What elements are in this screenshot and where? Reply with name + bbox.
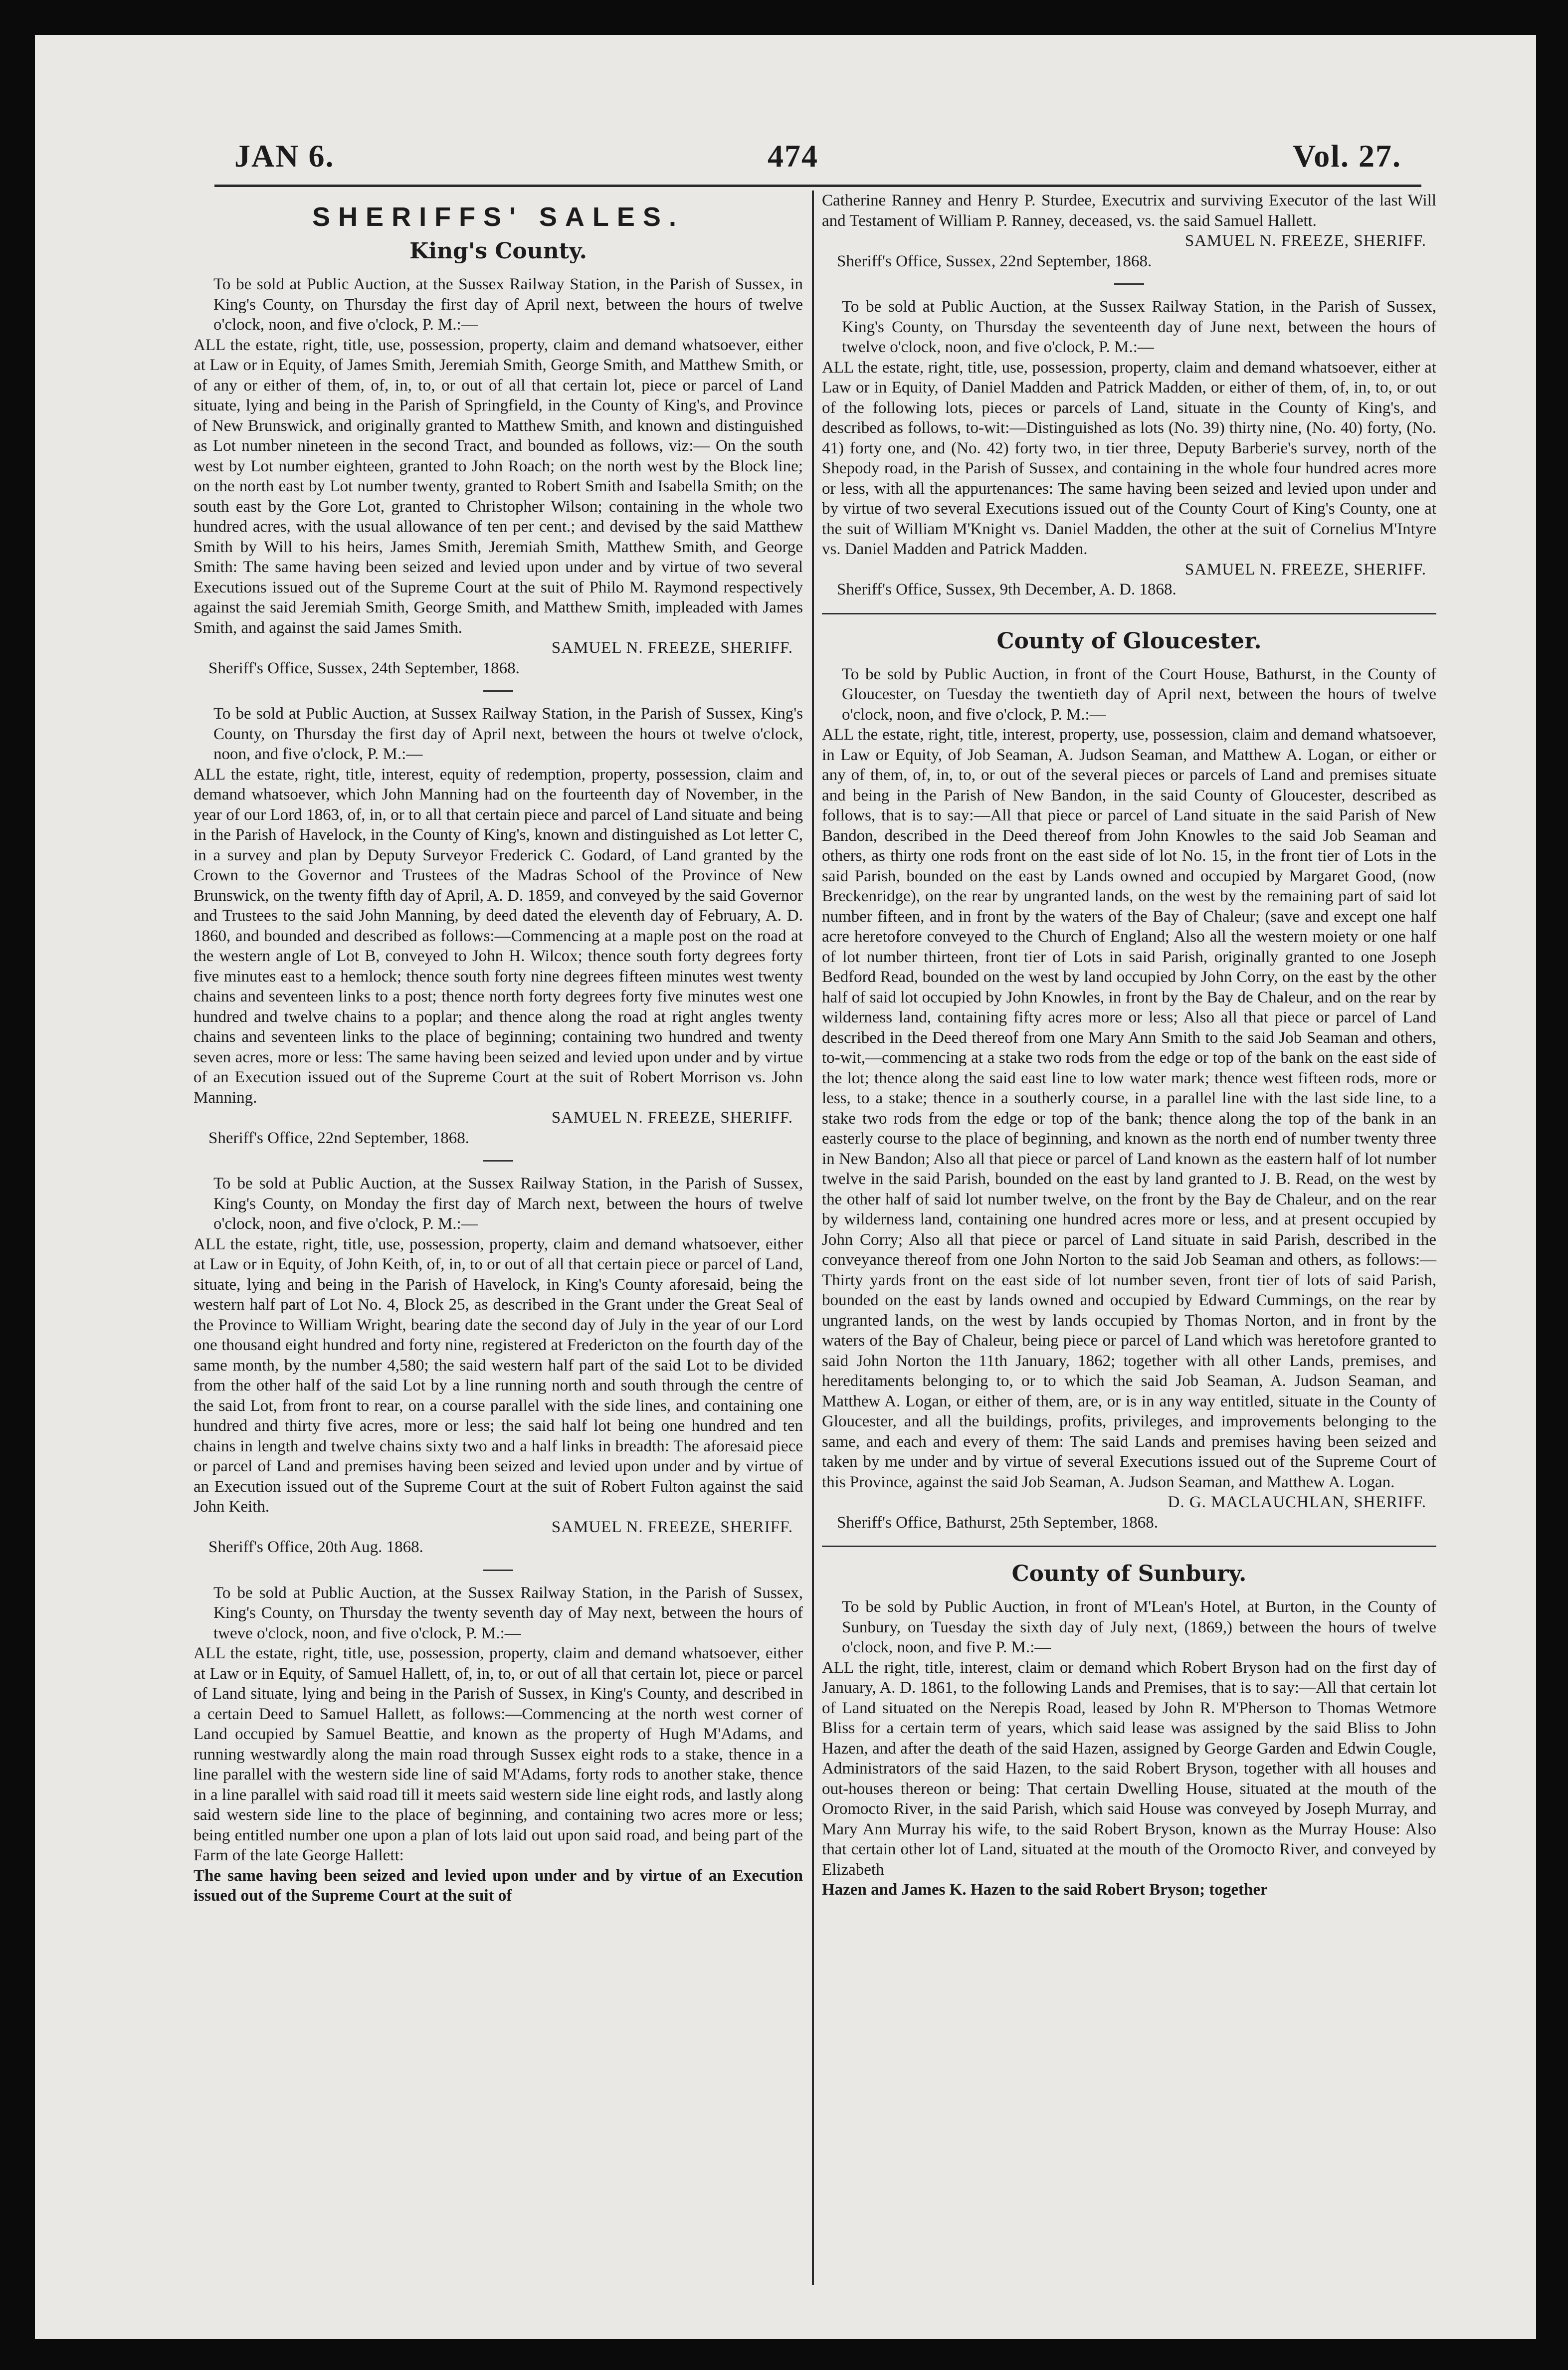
sheriff-office-line: Sheriff's Office, 20th Aug. 1868. — [208, 1538, 423, 1556]
notice-intro: To be sold at Public Auction, at the Sussex Railway Station, in the Parish of Sussex, King's County, on Thursday the seventeenth day of June next, between the hours of twelve o'clock, noon, and five o'clock, P. M.:— — [842, 298, 1436, 356]
sheriff-office-line: Sheriff's Office, Sussex, 22nd September, 1868. — [837, 252, 1152, 270]
notice-body: ALL the estate, right, title, use, possession, property, claim and demand whatsoever, either at Law or in Equity, of James Smith, Jeremiah Smith, George Smith, and Matthew Smith, or of any or either of them, of, in, to, or out of all that certain lot, piece or parcel of Land situate, lying and being in the Parish of Springfield, in the County of King's, and Province of New Brunswick, and originally granted to Matthew Smith, and known and distinguished as Lot number nineteen in the second Tract, and bounded as follows, viz:— On the south west by Lot number eighteen, granted to John Roach; on the north west by the Block line; on the north east by Lot number twenty, granted to Robert Smith and Isabella Smith; on the south east by the Gore Lot, granted to Christopher Wilson; containing in the whole two hundred acres, with the usual allowance of ten per cent.; and devised by the said Matthew Smith by Will to his heirs, James Smith, Jeremiah Smith, Matthew Smith, and George Smith: The same having been seized and levied upon under and by virtue of two several Executions issued out of the Supreme Court at the suit of Philo M. Raymond respectively against the said Jeremiah Smith, George Smith, and Matthew Smith, impleaded with James Smith, and against the said James Smith. — [194, 336, 803, 637]
sheriff-office-line: Sheriff's Office, Sussex, 24th September, 1868. — [208, 659, 520, 677]
notice-intro: To be sold at Public Auction, at Sussex Railway Station, in the Parish of Sussex, King's County, on Thursday the first day of April next, between the hours ot twelve o'clock, noon, and five o'clock, P. M.:— — [213, 705, 803, 763]
sheriff-office-line: Sheriff's Office, 22nd September, 1868. — [208, 1129, 470, 1147]
sheriff-office-line: Sheriff's Office, Bathurst, 25th September, 1868. — [837, 1513, 1159, 1532]
section-separator — [822, 1546, 1436, 1547]
newspaper-page — [35, 35, 1536, 2339]
column-divider — [812, 191, 814, 2285]
notice-body: ALL the estate, right, title, use, possession, property, claim and demand whatsoever, either at Law or in Equity, of Daniel Madden and Patrick Madden, or either of them, of, in, to, or out of the following lots, pieces or parcels of Land, situate in the County of King's, and described as follows, to-wit:—Distinguished as lots (No. 39) thirty nine, (No. 40) forty, (No. 41) forty one, and (No. 42) forty two, in tier three, Deputy Barberie's survey, north of the Shepody road, in the Parish of Sussex, and containing in the whole four hundred acres more or less, with all the appurtenances: The same having been seized and levied upon under and by virtue of two several Executions issued out of the County Court of King's County, one at the suit of William M'Knight vs. Daniel Madden, the other at the suit of Cornelius M'Intyre vs. Daniel Madden and Patrick Madden. — [822, 358, 1436, 558]
notice-separator — [483, 690, 513, 692]
notice-hallett-continued — [822, 191, 1436, 271]
notice-separator — [483, 1160, 513, 1162]
notice-manning — [194, 704, 803, 1148]
sheriff-signature: SAMUEL N. FREEZE, SHERIFF. — [1184, 232, 1426, 250]
notice-madden — [822, 297, 1436, 600]
sheriff-signature: SAMUEL N. FREEZE, SHERIFF. — [1184, 560, 1426, 579]
notice-bryson — [822, 1597, 1436, 1900]
left-column — [194, 191, 803, 1906]
page-number: 474 — [768, 138, 818, 174]
section-title: SHERIFFS' SALES. — [312, 202, 684, 232]
sheriff-signature: SAMUEL N. FREEZE, SHERIFF. — [551, 1109, 793, 1127]
notice-body: ALL the estate, right, title, use, possession, property, claim and demand whatsoever, either at Law or in Equity, of John Keith, of, in, to or out of all that certain piece or parcel of Land, situate, lying and being in the Parish of Havelock, in King's County aforesaid, being the western half part of Lot No. 4, Block 25, as described in the Grant under the Great Seal of the Province to William Wright, bearing date the second day of July in the year of our Lord one thousand eight hundred and forty nine, registered at Fredericton on the fourth day of the same month, by the number 4,580; the said western half part of the said Lot to be divided from the other half of the said Lot by a line running north and south through the centre of the said Lot, from front to rear, on a course parallel with the side lines, and containing one hundred and thirty five acres, more or less; the said half lot being one hundred and ten chains in length and twelve chains sixty two and a half links in breadth: The aforesaid piece or parcel of Land and premises having been seized and levied upon under and by virtue of an Execution issued out of the Supreme Court at the suit of Robert Fulton against the said John Keith. — [194, 1235, 803, 1516]
county-heading-sunbury: County of Sunbury. — [1011, 1561, 1247, 1586]
notice-body: Catherine Ranney and Henry P. Sturdee, Executrix and surviving Executor of the last Will and Testament of William P. Ranney, deceased, vs. the said Samuel Hallett. — [822, 192, 1436, 230]
notice-intro: To be sold by Public Auction, in front of M'Lean's Hotel, at Burton, in the County of Sunbury, on Tuesday the sixth day of July next, (1869,) between the hours of twelve o'clock, noon, and five P. M.:— — [842, 1598, 1436, 1656]
notice-body-bold: The same having been seized and levied upon under and by virtue of an Execution issued out of the Supreme Court at the suit of — [194, 1866, 803, 1905]
sheriff-signature: D. G. MACLAUCHLAN, SHERIFF. — [1168, 1493, 1426, 1511]
notice-body: ALL the right, title, interest, claim or demand which Robert Bryson had on the first day of January, A. D. 1861, to the following Lands and Premises, that is to say:—All that certain lot of Land situated on the Nerepis Road, leased by John R. M'Pherson to Thomas Wetmore Bliss for a certain term of years, which said lease was assigned by the said Bliss to John Hazen, and after the death of the said Hazen, assigned by George Garden and Edwin Cougle, Administrators of the said Hazen, to the said Robert Bryson, together with all houses and out-houses thereon or being: That certain Dwelling House, situated at the mouth of the Oromocto River, in the said Parish, which said House was conveyed by Joseph Murray, and Mary Ann Murray his wife, to the said Robert Bryson, known as the Murray House: Also that certain other lot of Land, situated at the mouth of the Oromocto River, and conveyed by Elizabeth — [822, 1658, 1436, 1879]
notice-body-bold: Hazen and James K. Hazen to the said Robert Bryson; together — [822, 1881, 1268, 1899]
county-heading-gloucester: County of Gloucester. — [996, 628, 1262, 654]
notice-keith — [194, 1174, 803, 1558]
notice-body: ALL the estate, right, title, interest, equity of redemption, property, possession, claim and demand whatsoever, which John Manning had on the fourteenth day of November, in the year of our Lord 1863, of, in, or to all that certain piece and parcel of Land situate and being in the Parish of Havelock, in the County of King's, known and distinguished as Lot letter C, in a survey and plan by Deputy Surveyor Frederick C. Godard, of Land granted by the Crown to the Governor and Trustees of the Madras School of the Province of New Brunswick, on the twenty fifth day of April, A. D. 1859, and conveyed by the said Governor and Trustees to the said John Manning, by deed dated the eleventh day of February, A. D. 1860, and bounded and described as follows:—Commencing at a maple post on the road at the western angle of Lot B, conveyed to John H. Wilcox; thence south forty degrees forty five minutes east to a hemlock; thence south forty nine degrees fifteen minutes west twenty chains and seventeen links to a post; thence north forty degrees forty five minutes west one hundred and twelve chains to a poplar; and thence along the road at right angles twenty chains and seventeen links to the place of beginning; containing two hundred and twenty seven acres, more or less: The same having been seized and levied upon under and by virtue of an Execution issued out of the Supreme Court at the suit of Robert Morrison vs. John Manning. — [194, 765, 803, 1107]
notice-separator — [483, 1570, 513, 1571]
volume-number: Vol. 27. — [1292, 138, 1401, 174]
notice-body: ALL the estate, right, title, use, possession, property, claim and demand whatsoever, either at Law or in Equity, of Samuel Hallett, of, in, to, or out of all that certain lot, piece or parcel of Land situate, lying and being in the Parish of Sussex, in King's County, and described in a certain Deed to Samuel Hallett, as follows:—Commencing at the north west corner of Land occupied by Samuel Beattie, and known as the property of Hugh M'Adams, and running westwardly along the main road through Sussex eight rods to a stake, thence in a line parallel with the western side line of said M'Adams, forty rods to another stake, thence in a line parallel with said road till it meets said western side line eight rods, and lastly along said western side line to the place of beginning, and containing two acres more or less; being entitled number one upon a plan of lots laid out upon said road, and being part of the Farm of the late George Hallett: — [194, 1644, 803, 1864]
sheriff-office-line: Sheriff's Office, Sussex, 9th December, A. D. 1868. — [837, 581, 1176, 598]
sheriff-signature: SAMUEL N. FREEZE, SHERIFF. — [551, 639, 793, 657]
notice-smith — [194, 274, 803, 678]
notice-intro: To be sold at Public Auction, at the Sussex Railway Station, in the Parish of Sussex, King's County, on Thursday the twenty seventh day of May next, between the hours of tweve o'clock, noon, and five o'clock, P. M.:— — [213, 1583, 803, 1642]
notice-hallett — [194, 1583, 803, 1906]
section-separator — [822, 613, 1436, 614]
sheriff-signature: SAMUEL N. FREEZE, SHERIFF. — [551, 1518, 793, 1536]
county-heading-kings: King's County. — [409, 238, 587, 264]
notice-seaman — [822, 664, 1436, 1533]
right-column — [822, 191, 1436, 1900]
notice-intro: To be sold at Public Auction, at the Sussex Railway Station, in the Parish of Sussex, in King's County, on Thursday the first day of April next, between the hours of twelve o'clock, noon, and five o'clock, P. M.:— — [213, 275, 803, 334]
notice-intro: To be sold by Public Auction, in front of the Court House, Bathurst, in the County of Gloucester, on Tuesday the twentieth day of April next, between the hours of twelve o'clock, noon, and five o'clock, P. M.:— — [842, 665, 1436, 724]
issue-date: JAN 6. — [234, 138, 335, 174]
notice-intro: To be sold at Public Auction, at the Sussex Railway Station, in the Parish of Sussex, King's County, on Monday the first day of March next, between the hours of twelve o'clock, noon, and five o'clock, P. M.:— — [213, 1175, 803, 1233]
notice-body: ALL the estate, right, title, interest, property, use, possession, claim and demand whatsoever, in Law or Equity, of Job Seaman, A. Judson Seaman, and Matthew A. Logan, or either or any of them, of, in, to, or out of the several pieces or parcels of Land and premises situate and being in the Parish of New Bandon, in the said County of Gloucester, described as follows, that is to say:—All that piece or parcel of Land situate in the said Parish of New Bandon, described in the Deed thereof from John Knowles to the said Job Seaman and others, as thirty one rods front on the east side of lot No. 15, in the front tier of Lots in the said Parish, bounded on the east by Lands owned and occupied by Margaret Good, (now Breckenridge), on the rear by ungranted lands, on the west by the remaining part of said lot number fifteen, and in front by the waters of the Bay of Chaleur; (save and except one half acre heretofore conveyed to the Church of England; Also all the western moiety or one half of lot number thirteen, front tier of Lots in said Parish, originally granted to one Joseph Bedford Read, bounded on the west by land occupied by John Corry, on the east by the other half of said lot occupied by John Knowles, in front by the Bay de Chaleur, and on the rear by wilderness land, containing fifty acres more or less; Also all that piece or parcel of Land described in the Deed thereof from one Mary Ann Smith to the said Job Seaman and others, to-wit,—commencing at a stake two rods from the edge or top of the bank on the east side of the lot; thence along the said east line to low water mark; thence west fifteen rods, more or less, to a stake; thence in a southerly course, in a parallel line with the last side line, to a stake two rods from the edge or top of the bank; thence along the top of the bank in an easterly course to the place of beginning, and known as the north end of number twenty three in New Bandon; Also all that piece or parcel of Land known as the eastern half of lot number twelve in the said Parish, bounded on the east by land granted to J. B. Read, on the west by the other half of said lot number twelve, on the front by the Bay de Chaleur, and on the rear by wilderness land, containing one hundred acres more or less, and at present occupied by John Corry; Also all that piece or parcel of Land situate in said Parish, described in the conveyance thereof from one John Norton to the said Job Seaman and others, as follows:—Thirty yards front on the east side of lot number seven, front tier of lots of said Parish, bounded on the east by lands owned and occupied by Edward Cummings, on the rear by ungranted lands, on the west by lands occupied by Thomas Norton, and in front by the waters of the Bay of Chaleur, being piece or parcel of Land which was heretofore granted to said John Norton the 11th January, 1862; together with all other Lands, premises, and hereditaments belonging to, or to which the said Job Seaman, A. Judson Seaman, and Matthew A. Logan, or either of them, are, or is in any way entitled, situate in the County of Gloucester, and all the buildings, profits, privileges, and improvements belonging to the same, and each and every of them: The said Lands and premises having been seized and taken by me under and by virtue of several Executions issued out of the Supreme Court of this Province, against the said Job Seaman, A. Judson Seaman, and Matthew A. Logan. — [822, 726, 1436, 1491]
notice-separator — [1114, 283, 1144, 285]
header-rule — [214, 185, 1421, 187]
